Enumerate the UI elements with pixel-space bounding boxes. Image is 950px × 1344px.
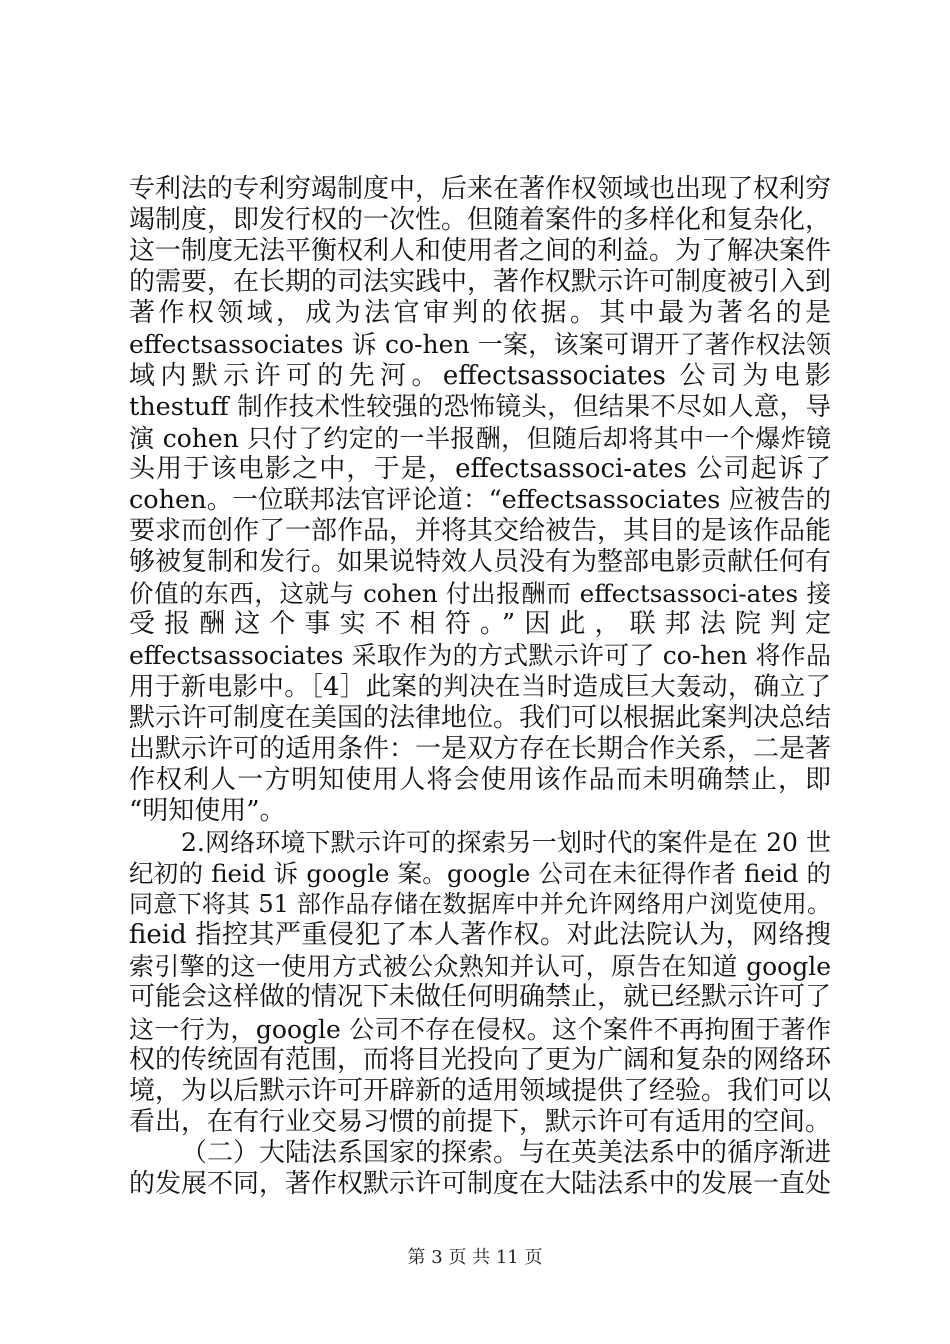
text-line: 域内默示许可的先河。effectsassociates 公司为电影 bbox=[129, 360, 831, 391]
text-line: 这一制度无法平衡权利人和使用者之间的利益。为了解决案件 bbox=[129, 236, 831, 267]
text-line: 作权利人一方明知使用人将会使用该作品而未明确禁止，即 bbox=[129, 764, 831, 795]
paragraph-end-line: 看出，在有行业交易习惯的前提下，默示许可有适用的空间。 bbox=[129, 1106, 831, 1137]
text-line: 受报酬这个事实不相符。”因此，联邦法院判定 bbox=[129, 609, 831, 640]
text-line: 够被复制和发行。如果说特效人员没有为整部电影贡献任何有 bbox=[129, 547, 831, 578]
text-line: thestuff 制作技术性较强的恐怖镜头，但结果不尽如人意，导 bbox=[129, 391, 831, 422]
text-line: 竭制度，即发行权的一次性。但随着案件的多样化和复杂化， bbox=[129, 205, 831, 236]
text-line: 境，为以后默示许可开辟新的适用领域提供了经验。我们可以 bbox=[129, 1075, 831, 1106]
paragraph-end-line: “明知使用”。 bbox=[129, 795, 286, 826]
text-line: （二）大陆法系国家的探索。与在英美法系中的循序渐进 bbox=[181, 1137, 831, 1168]
text-line: 演 cohen 只付了约定的一半报酬，但随后却将其中一个爆炸镜 bbox=[129, 423, 831, 453]
text-line: 默示许可制度在美国的法律地位。我们可以根据此案判决总结 bbox=[129, 702, 831, 733]
text-line: 著作权领域，成为法官审判的依据。其中最为著名的是 bbox=[129, 298, 831, 329]
text-line: 索引擎的这一使用方式被公众熟知并认可，原告在知道 google bbox=[129, 952, 831, 982]
text-line: 出默示许可的适用条件：一是双方存在长期合作关系，二是著 bbox=[129, 733, 831, 764]
page-number-footer: 第 3 页 共 11 页 bbox=[407, 1247, 543, 1268]
document-body bbox=[129, 174, 831, 1200]
text-line: effectsassociates 诉 co-hen 一案，该案可谓开了著作权法领 bbox=[129, 330, 831, 360]
text-line: 同意下将其 51 部作品存储在数据库中并允许网络用户浏览使用。 bbox=[129, 890, 831, 919]
text-line: effectsassociates 采取作为的方式默示许可了 co-hen 将作品 bbox=[129, 641, 831, 671]
text-line: 纪初的 fieid 诉 google 案。google 公司在未征得作者 fieid 的 bbox=[129, 859, 831, 889]
text-line: 的需要，在长期的司法实践中，著作权默示许可制度被引入到 bbox=[129, 267, 831, 298]
text-line: 2.网络环境下默示许可的探索另一划时代的案件是在 20 世 bbox=[181, 827, 831, 857]
text-line: 权的传统固有范围，而将目光投向了更为广阔和复杂的网络环 bbox=[129, 1044, 831, 1075]
text-line: 头用于该电影之中，于是，effectsassoci-ates 公司起诉了 bbox=[129, 453, 831, 484]
text-line: 可能会这样做的情况下未做任何明确禁止，就已经默示许可了 bbox=[129, 982, 831, 1013]
text-line: 价值的东西，这就与 cohen 付出报酬而 effectsassoci-ates 接 bbox=[129, 579, 831, 609]
text-line: 的发展不同，著作权默示许可制度在大陆法系中的发展一直处 bbox=[129, 1169, 831, 1199]
text-line: 专利法的专利穷竭制度中，后来在著作权领域也出现了权利穷 bbox=[129, 174, 831, 204]
text-line: cohen。一位联邦法官评论道：“effectsassociates 应被告的 bbox=[129, 484, 831, 515]
text-line: 用于新电影中。［4］此案的判决在当时造成巨大轰动，确立了 bbox=[129, 671, 831, 702]
text-line: 这一行为，google 公司不存在侵权。这个案件不再拘囿于著作 bbox=[129, 1014, 831, 1044]
text-line: fieid 指控其严重侵犯了本人著作权。对此法院认为，网络搜 bbox=[129, 920, 831, 951]
text-line: 要求而创作了一部作品，并将其交给被告，其目的是该作品能 bbox=[129, 516, 831, 547]
